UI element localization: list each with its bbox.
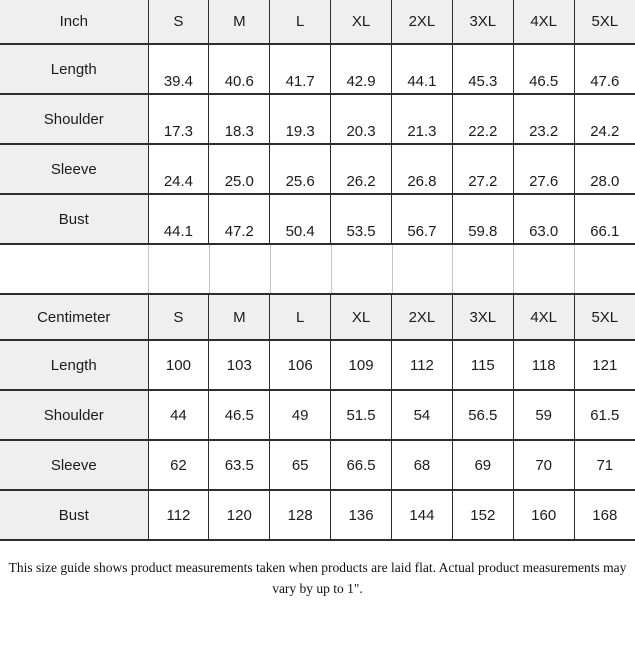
value-cell: 46.5	[209, 390, 270, 440]
size-header-cell: L	[270, 0, 331, 44]
value-cell: 25.0	[209, 144, 270, 194]
inch-table-body	[0, 44, 635, 244]
value-cell: 26.2	[331, 144, 392, 194]
value-cell: 44	[148, 390, 209, 440]
value-cell: 115	[452, 340, 513, 390]
value-cell: 25.6	[270, 144, 331, 194]
value-cell: 46.5	[513, 44, 574, 94]
value-cell: 47.2	[209, 194, 270, 244]
value-cell: 118	[513, 340, 574, 390]
value-cell: 17.3	[148, 94, 209, 144]
value-cell: 71	[574, 440, 635, 490]
value-cell: 45.3	[452, 44, 513, 94]
value-cell: 39.4	[148, 44, 209, 94]
value-cell: 41.7	[270, 44, 331, 94]
value-cell: 42.9	[331, 44, 392, 94]
measure-label-cell: Sleeve	[0, 440, 148, 490]
measure-label-cell: Length	[0, 340, 148, 390]
centimeter-size-table	[0, 293, 635, 541]
value-cell: 66.1	[574, 194, 635, 244]
value-cell: 50.4	[270, 194, 331, 244]
value-cell: 160	[513, 490, 574, 540]
gap-cell	[270, 245, 331, 293]
value-cell: 121	[574, 340, 635, 390]
size-header-cell: XL	[331, 294, 392, 340]
gap-cell	[513, 245, 574, 293]
value-cell: 44.1	[148, 194, 209, 244]
centimeter-table-body	[0, 340, 635, 540]
value-cell: 18.3	[209, 94, 270, 144]
size-header-cell: 4XL	[513, 0, 574, 44]
size-header-cell: 2XL	[392, 294, 453, 340]
measure-label-cell: Bust	[0, 194, 148, 244]
value-cell: 59	[513, 390, 574, 440]
value-cell: 44.1	[392, 44, 453, 94]
table-gap-row	[0, 245, 635, 293]
value-cell: 63.0	[513, 194, 574, 244]
size-header-cell: L	[270, 294, 331, 340]
value-cell: 168	[574, 490, 635, 540]
centimeter-table-header	[0, 294, 635, 340]
value-cell: 66.5	[331, 440, 392, 490]
size-header-cell: S	[148, 294, 209, 340]
value-cell: 27.6	[513, 144, 574, 194]
value-cell: 62	[148, 440, 209, 490]
size-header-cell: XL	[331, 0, 392, 44]
value-cell: 61.5	[574, 390, 635, 440]
value-cell: 51.5	[331, 390, 392, 440]
measure-label-cell: Sleeve	[0, 144, 148, 194]
value-cell: 144	[392, 490, 453, 540]
inch-size-table	[0, 0, 635, 245]
value-cell: 47.6	[574, 44, 635, 94]
value-cell: 112	[148, 490, 209, 540]
value-cell: 65	[270, 440, 331, 490]
gap-cell	[574, 245, 635, 293]
value-cell: 23.2	[513, 94, 574, 144]
size-header-cell: 4XL	[513, 294, 574, 340]
value-cell: 100	[148, 340, 209, 390]
size-header-cell: S	[148, 0, 209, 44]
size-header-cell: 5XL	[574, 0, 635, 44]
value-cell: 152	[452, 490, 513, 540]
gap-cell	[0, 245, 148, 293]
size-header-cell: 3XL	[452, 0, 513, 44]
value-cell: 70	[513, 440, 574, 490]
value-cell: 106	[270, 340, 331, 390]
gap-cell	[209, 245, 270, 293]
size-header-cell: 5XL	[574, 294, 635, 340]
value-cell: 63.5	[209, 440, 270, 490]
value-cell: 28.0	[574, 144, 635, 194]
value-cell: 24.2	[574, 94, 635, 144]
measure-label-cell: Shoulder	[0, 390, 148, 440]
value-cell: 22.2	[452, 94, 513, 144]
value-cell: 56.5	[452, 390, 513, 440]
inch-table-header	[0, 0, 635, 44]
value-cell: 120	[209, 490, 270, 540]
gap-cell	[392, 245, 453, 293]
value-cell: 59.8	[452, 194, 513, 244]
value-cell: 128	[270, 490, 331, 540]
value-cell: 19.3	[270, 94, 331, 144]
value-cell: 68	[392, 440, 453, 490]
measure-label-cell: Shoulder	[0, 94, 148, 144]
gap-cell	[452, 245, 513, 293]
value-cell: 53.5	[331, 194, 392, 244]
size-header-cell: M	[209, 294, 270, 340]
value-cell: 109	[331, 340, 392, 390]
value-cell: 69	[452, 440, 513, 490]
unit-header-cell: Centimeter	[0, 294, 148, 340]
size-header-cell: 3XL	[452, 294, 513, 340]
size-header-cell: M	[209, 0, 270, 44]
value-cell: 27.2	[452, 144, 513, 194]
value-cell: 49	[270, 390, 331, 440]
value-cell: 112	[392, 340, 453, 390]
value-cell: 103	[209, 340, 270, 390]
value-cell: 26.8	[392, 144, 453, 194]
measure-label-cell: Length	[0, 44, 148, 94]
size-guide-note: This size guide shows product measurements taken when products are laid flat. Actual product measurements may vary by up to 1".	[8, 560, 627, 596]
value-cell: 136	[331, 490, 392, 540]
measure-label-cell: Bust	[0, 490, 148, 540]
gap-cell	[331, 245, 392, 293]
size-header-cell: 2XL	[392, 0, 453, 44]
value-cell: 40.6	[209, 44, 270, 94]
unit-header-cell: Inch	[0, 0, 148, 44]
value-cell: 20.3	[331, 94, 392, 144]
value-cell: 56.7	[392, 194, 453, 244]
value-cell: 21.3	[392, 94, 453, 144]
value-cell: 24.4	[148, 144, 209, 194]
gap-cell	[148, 245, 209, 293]
value-cell: 54	[392, 390, 453, 440]
